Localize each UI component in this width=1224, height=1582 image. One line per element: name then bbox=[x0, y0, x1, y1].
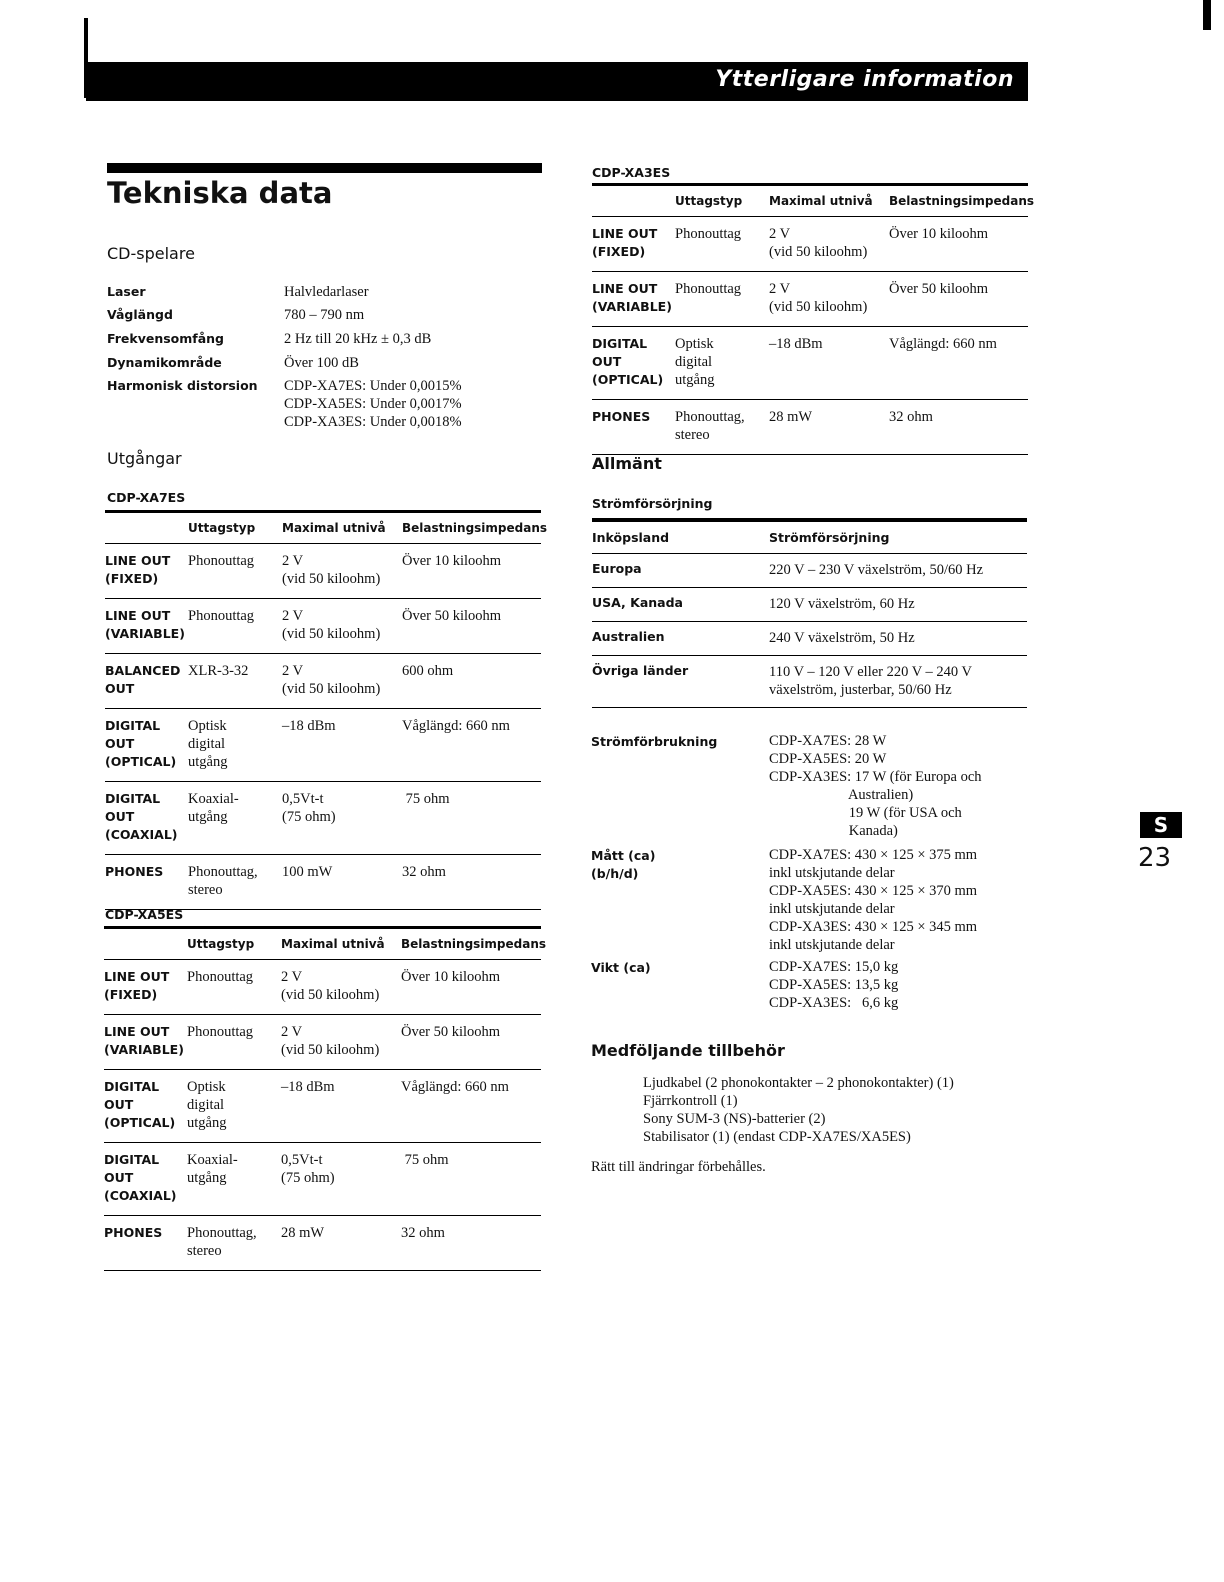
table-header-row bbox=[592, 520, 1027, 554]
column-header: Maximal utnivå bbox=[281, 928, 401, 960]
table-cell: 28 mW bbox=[769, 400, 889, 455]
table-cell: 32 ohm bbox=[889, 400, 1028, 455]
table-cell: Över 50 kiloohm bbox=[401, 1015, 541, 1070]
power-value: 120 V växelström, 60 Hz bbox=[769, 588, 1027, 622]
table-row bbox=[104, 1143, 541, 1216]
spec-label: Dynamikområde bbox=[107, 355, 222, 370]
table-cell: Över 10 kiloohm bbox=[402, 544, 541, 599]
table-row bbox=[105, 782, 541, 855]
table-header-row bbox=[592, 185, 1028, 217]
spec-label: Strömförbrukning bbox=[591, 734, 718, 749]
accessories-list bbox=[643, 1074, 954, 1146]
table-cell: Phonouttag bbox=[675, 217, 769, 272]
spec-value: 780 – 790 nm bbox=[284, 307, 365, 323]
table-row bbox=[592, 656, 1027, 708]
table-cell: 32 ohm bbox=[402, 855, 541, 910]
table-row bbox=[105, 544, 541, 599]
accessory-item: Sony SUM-3 (NS)-batterier (2) bbox=[643, 1111, 826, 1127]
table-cell: Optisk digital utgång bbox=[188, 709, 282, 782]
table-row bbox=[592, 554, 1027, 588]
table-cell: 100 mW bbox=[282, 855, 402, 910]
table-cell: 2 V (vid 50 kiloohm) bbox=[281, 960, 401, 1015]
spec-label: Vikt (ca) bbox=[591, 960, 651, 975]
column-header: Inköpsland bbox=[592, 520, 769, 554]
column-header: Uttagstyp bbox=[188, 512, 282, 544]
column-header: Uttagstyp bbox=[675, 185, 769, 217]
table-cell: 75 ohm bbox=[402, 782, 541, 855]
output-name: DIGITAL OUT (COAXIAL) bbox=[105, 782, 188, 855]
accessory-item: Stabilisator (1) (endast CDP-XA7ES/XA5ES) bbox=[643, 1129, 911, 1145]
table-cell: Phonouttag bbox=[188, 544, 282, 599]
table-row bbox=[104, 1216, 541, 1271]
table-cell: 0,5Vt-t (75 ohm) bbox=[281, 1143, 401, 1216]
spec-value: CDP-XA7ES: Under 0,0015% CDP-XA5ES: Under 0,0017% CDP-XA3ES: Under 0,0018% bbox=[284, 378, 462, 430]
table-row bbox=[104, 1070, 541, 1143]
spec-value: CDP-XA7ES: 430 × 125 × 375 mm inkl utskjutande delar CDP-XA5ES: 430 × 125 × 370 mm inkl utskjutande delar CDP-XA3ES: 430 × 125 × 345 mm inkl utskjutande delar bbox=[769, 847, 978, 953]
spec-value: CDP-XA7ES: 28 W CDP-XA5ES: 20 W CDP-XA3ES: 17 W (för Europa och Australien) 19 W (för USA och Kanada) bbox=[769, 733, 982, 839]
accessory-item: Ljudkabel (2 phonokontakter – 2 phonokontakter) (1) bbox=[643, 1075, 954, 1091]
spec-label: Frekvensomfång bbox=[107, 331, 224, 346]
table-cell: Phonouttag, stereo bbox=[188, 855, 282, 910]
power-value: 240 V växelström, 50 Hz bbox=[769, 622, 1027, 656]
corner-mark bbox=[1203, 0, 1211, 30]
table-row bbox=[105, 855, 541, 910]
page-title: Tekniska data bbox=[107, 176, 333, 210]
spec-label: Våglängd bbox=[107, 307, 173, 322]
output-name: LINE OUT (FIXED) bbox=[592, 217, 675, 272]
table-cell: XLR-3-32 bbox=[188, 654, 282, 709]
column-header bbox=[592, 185, 675, 217]
table-header-row bbox=[105, 512, 541, 544]
power-value: 110 V – 120 V eller 220 V – 240 V växelström, justerbar, 50/60 Hz bbox=[769, 656, 1027, 708]
country-name: USA, Kanada bbox=[592, 588, 769, 622]
country-name: Europa bbox=[592, 554, 769, 588]
table-cell: 2 V (vid 50 kiloohm) bbox=[282, 599, 402, 654]
table-cell: 32 ohm bbox=[401, 1216, 541, 1271]
table-row bbox=[592, 272, 1028, 327]
output-name: DIGITAL OUT (OPTICAL) bbox=[104, 1070, 187, 1143]
table-row bbox=[592, 588, 1027, 622]
output-name: PHONES bbox=[592, 400, 675, 455]
table-cell: 2 V (vid 50 kiloohm) bbox=[282, 654, 402, 709]
table-cell: 28 mW bbox=[281, 1216, 401, 1271]
column-header: Belastningsimpedans bbox=[401, 928, 541, 960]
table-cell: Phonouttag bbox=[188, 599, 282, 654]
spec-label: Harmonisk distorsion bbox=[107, 378, 258, 393]
column-header bbox=[105, 512, 188, 544]
table-cell: Optisk digital utgång bbox=[675, 327, 769, 400]
outputs-table-xa7es bbox=[105, 510, 548, 910]
table-row bbox=[105, 654, 541, 709]
table-cell: –18 dBm bbox=[769, 327, 889, 400]
column-header: Belastningsimpedans bbox=[402, 512, 541, 544]
table-cell: 2 V (vid 50 kiloohm) bbox=[769, 217, 889, 272]
output-name: PHONES bbox=[105, 855, 188, 910]
page-number: 23 bbox=[1138, 843, 1172, 873]
spec-value: 2 Hz till 20 kHz ± 0,3 dB bbox=[284, 331, 432, 347]
table-cell: Våglängd: 660 nm bbox=[401, 1070, 541, 1143]
footer-note: Rätt till ändringar förbehålles. bbox=[591, 1159, 766, 1175]
table-cell: 0,5Vt-t (75 ohm) bbox=[282, 782, 402, 855]
output-name: LINE OUT (VARIABLE) bbox=[592, 272, 675, 327]
table-row bbox=[592, 217, 1028, 272]
table-row bbox=[105, 599, 541, 654]
spec-label: Laser bbox=[107, 284, 146, 299]
power-supply-heading: Strömförsörjning bbox=[592, 496, 713, 511]
section-header-bar bbox=[86, 62, 1028, 101]
table-cell: Över 50 kiloohm bbox=[889, 272, 1028, 327]
table-cell: Phonouttag bbox=[675, 272, 769, 327]
accessories-heading: Medföljande tillbehör bbox=[591, 1041, 785, 1060]
table-cell: 2 V (vid 50 kiloohm) bbox=[282, 544, 402, 599]
power-value: 220 V – 230 V växelström, 50/60 Hz bbox=[769, 554, 1027, 588]
table-cell: Phonouttag bbox=[187, 1015, 281, 1070]
table-cell: 600 ohm bbox=[402, 654, 541, 709]
accessory-item: Fjärrkontroll (1) bbox=[643, 1093, 738, 1109]
table-row bbox=[105, 709, 541, 782]
table-row bbox=[592, 327, 1028, 400]
section-title: Ytterligare information bbox=[715, 67, 1014, 92]
table-cell: Optisk digital utgång bbox=[187, 1070, 281, 1143]
country-name: Övriga länder bbox=[592, 656, 769, 708]
table-cell: Våglängd: 660 nm bbox=[889, 327, 1028, 400]
table-row bbox=[104, 1015, 541, 1070]
outputs-table-xa3es bbox=[592, 183, 1035, 455]
table-row bbox=[592, 400, 1028, 455]
output-name: LINE OUT (FIXED) bbox=[104, 960, 187, 1015]
output-name: DIGITAL OUT (COAXIAL) bbox=[104, 1143, 187, 1216]
model-label-xa7es: CDP-XA7ES bbox=[107, 490, 186, 505]
table-cell: Koaxial- utgång bbox=[187, 1143, 281, 1216]
column-header: Strömförsörjning bbox=[769, 520, 1027, 554]
table-cell: 2 V (vid 50 kiloohm) bbox=[281, 1015, 401, 1070]
model-label-xa3es: CDP-XA3ES bbox=[592, 165, 671, 180]
table-cell: Över 50 kiloohm bbox=[402, 599, 541, 654]
outputs-table-xa5es bbox=[104, 926, 547, 1271]
output-name: LINE OUT (VARIABLE) bbox=[104, 1015, 187, 1070]
output-name: DIGITAL OUT (OPTICAL) bbox=[592, 327, 675, 400]
power-supply-table bbox=[592, 518, 1027, 708]
output-name: DIGITAL OUT (OPTICAL) bbox=[105, 709, 188, 782]
table-cell: Phonouttag, stereo bbox=[675, 400, 769, 455]
table-cell: Koaxial- utgång bbox=[188, 782, 282, 855]
language-tab: S bbox=[1140, 812, 1182, 838]
spec-value: Halvledarlaser bbox=[284, 284, 369, 300]
outputs-heading: Utgångar bbox=[107, 449, 182, 468]
output-name: LINE OUT (VARIABLE) bbox=[105, 599, 188, 654]
table-cell: Över 10 kiloohm bbox=[401, 960, 541, 1015]
column-header bbox=[104, 928, 187, 960]
output-name: LINE OUT (FIXED) bbox=[105, 544, 188, 599]
table-cell: Phonouttag bbox=[187, 960, 281, 1015]
spec-value: CDP-XA7ES: 15,0 kg CDP-XA5ES: 13,5 kg CDP-XA3ES: 6,6 kg bbox=[769, 959, 899, 1011]
output-name: BALANCED OUT bbox=[105, 654, 188, 709]
table-row bbox=[104, 960, 541, 1015]
table-cell: Phonouttag, stereo bbox=[187, 1216, 281, 1271]
country-name: Australien bbox=[592, 622, 769, 656]
column-header: Uttagstyp bbox=[187, 928, 281, 960]
table-cell: 75 ohm bbox=[401, 1143, 541, 1216]
cd-player-heading: CD-spelare bbox=[107, 244, 195, 263]
table-header-row bbox=[104, 928, 541, 960]
column-header: Belastningsimpedans bbox=[889, 185, 1028, 217]
table-cell: –18 dBm bbox=[282, 709, 402, 782]
spec-label: Mått (ca) (b/h/d) bbox=[591, 848, 656, 881]
column-header: Maximal utnivå bbox=[282, 512, 402, 544]
output-name: PHONES bbox=[104, 1216, 187, 1271]
spec-value: Över 100 dB bbox=[284, 355, 359, 371]
table-row bbox=[592, 622, 1027, 656]
table-cell: 2 V (vid 50 kiloohm) bbox=[769, 272, 889, 327]
general-heading: Allmänt bbox=[592, 454, 662, 473]
table-cell: Våglängd: 660 nm bbox=[402, 709, 541, 782]
table-cell: –18 dBm bbox=[281, 1070, 401, 1143]
model-label-xa5es: CDP-XA5ES bbox=[105, 907, 184, 922]
table-cell: Över 10 kiloohm bbox=[889, 217, 1028, 272]
column-header: Maximal utnivå bbox=[769, 185, 889, 217]
title-rule bbox=[107, 163, 542, 173]
